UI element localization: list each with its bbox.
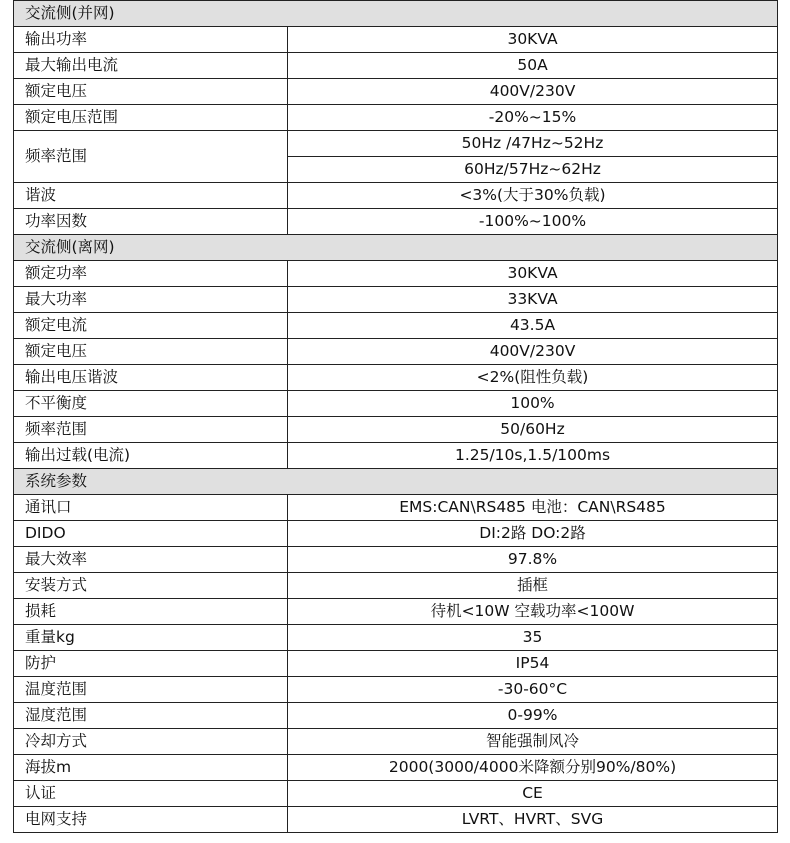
table-row [14,755,778,781]
section-title: 交流侧(并网) [14,1,778,27]
parameter-value: 0-99% [288,703,778,729]
parameter-label: 输出过载(电流) [14,443,288,469]
spec-table-body [14,1,778,833]
table-row [14,79,778,105]
table-row [14,781,778,807]
section-header-row [14,1,778,27]
section-title: 系统参数 [14,469,778,495]
parameter-label: 安装方式 [14,573,288,599]
table-row [14,287,778,313]
table-row [14,573,778,599]
parameter-label: 输出电压谐波 [14,365,288,391]
parameter-value: LVRT、HVRT、SVG [288,807,778,833]
section-title: 交流侧(离网) [14,235,778,261]
parameter-value: 60Hz/57Hz~62Hz [288,157,778,183]
parameter-value: -20%~15% [288,105,778,131]
table-row [14,209,778,235]
section-header-row [14,469,778,495]
parameter-label: 额定电流 [14,313,288,339]
parameter-value: 1.25/10s,1.5/100ms [288,443,778,469]
parameter-label: DIDO [14,521,288,547]
parameter-value: 97.8% [288,547,778,573]
parameter-value: 2000(3000/4000米降额分别90%/80%) [288,755,778,781]
parameter-label: 温度范围 [14,677,288,703]
parameter-label: 不平衡度 [14,391,288,417]
table-row [14,651,778,677]
table-row [14,131,778,157]
parameter-label: 谐波 [14,183,288,209]
table-row [14,183,778,209]
parameter-label: 冷却方式 [14,729,288,755]
table-row [14,391,778,417]
parameter-value: 43.5A [288,313,778,339]
parameter-value: 50/60Hz [288,417,778,443]
parameter-value: 30KVA [288,27,778,53]
parameter-value: -100%~100% [288,209,778,235]
parameter-label: 输出功率 [14,27,288,53]
table-row [14,365,778,391]
table-row [14,521,778,547]
parameter-label: 湿度范围 [14,703,288,729]
table-row [14,677,778,703]
parameter-label: 电网支持 [14,807,288,833]
parameter-value: 插框 [288,573,778,599]
table-row [14,443,778,469]
parameter-value: 待机<10W 空载功率<100W [288,599,778,625]
table-row [14,27,778,53]
parameter-label: 功率因数 [14,209,288,235]
parameter-label: 损耗 [14,599,288,625]
parameter-label: 通讯口 [14,495,288,521]
parameter-label: 额定功率 [14,261,288,287]
parameter-value: 35 [288,625,778,651]
parameter-label: 最大效率 [14,547,288,573]
parameter-value: CE [288,781,778,807]
table-row [14,105,778,131]
parameter-value: <2%(阻性负载) [288,365,778,391]
table-row [14,339,778,365]
parameter-value: 400V/230V [288,339,778,365]
table-row [14,703,778,729]
parameter-value: -30-60°C [288,677,778,703]
parameter-label: 最大功率 [14,287,288,313]
table-row [14,495,778,521]
parameter-label: 额定电压范围 [14,105,288,131]
parameter-label: 最大输出电流 [14,53,288,79]
table-row [14,807,778,833]
table-row [14,547,778,573]
parameter-value: 100% [288,391,778,417]
parameter-label: 频率范围 [14,417,288,443]
section-header-row [14,235,778,261]
table-row [14,417,778,443]
table-row [14,729,778,755]
parameter-value: EMS:CAN\RS485 电池：CAN\RS485 [288,495,778,521]
parameter-value: 400V/230V [288,79,778,105]
parameter-label: 重量kg [14,625,288,651]
parameter-label: 海拔m [14,755,288,781]
parameter-value: 30KVA [288,261,778,287]
table-row [14,53,778,79]
parameter-value: 50A [288,53,778,79]
spec-table [13,0,778,833]
table-row [14,599,778,625]
parameter-value: 33KVA [288,287,778,313]
table-row [14,313,778,339]
parameter-label: 额定电压 [14,79,288,105]
table-row [14,625,778,651]
parameter-label: 防护 [14,651,288,677]
parameter-value: <3%(大于30%负载) [288,183,778,209]
table-row [14,261,778,287]
parameter-value: 智能强制风冷 [288,729,778,755]
parameter-value: 50Hz /47Hz~52Hz [288,131,778,157]
parameter-value: DI:2路 DO:2路 [288,521,778,547]
parameter-value: IP54 [288,651,778,677]
parameter-label: 额定电压 [14,339,288,365]
parameter-label: 认证 [14,781,288,807]
parameter-label: 频率范围 [14,131,288,183]
